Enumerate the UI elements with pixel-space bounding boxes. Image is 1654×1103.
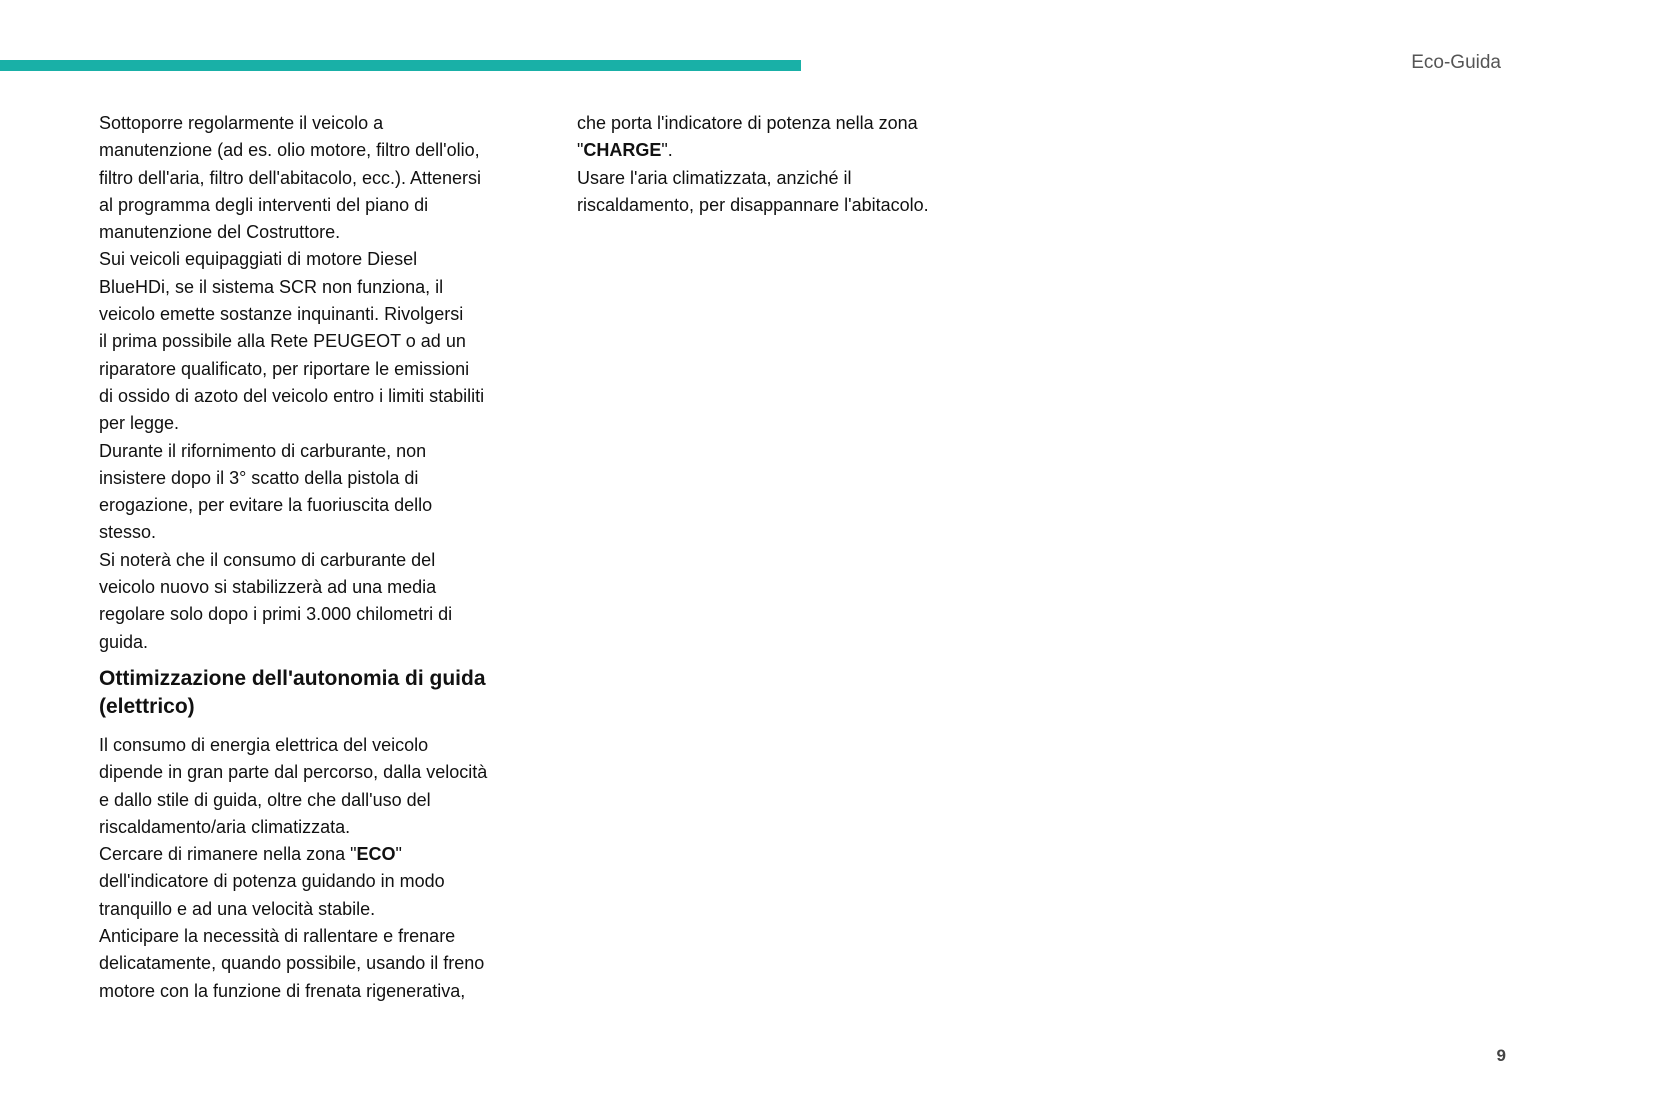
- paragraph-maintenance: Sottoporre regolarmente il veicolo a manutenzione (ad es. olio motore, filtro dell'olio, filtro dell'aria, filtro dell'abitacolo, ecc.). Attenersi al programma degli interventi del piano di manutenzione del Costruttore.: [99, 113, 482, 243]
- eco-text-after: " dell'indicatore di potenza guidando in modo tranquillo e ad una velocità stabile.: [99, 844, 445, 919]
- paragraph-regenerative-braking: Anticipare la necessità di rallentare e frenare delicatamente, quando possibile, usando il freno motore con la funzione di frenata rigenerativa,: [99, 926, 485, 1001]
- header-accent-bar: [0, 60, 801, 71]
- eco-text-before: Cercare di rimanere nella zona ": [99, 844, 357, 865]
- paragraph-charge-zone: [577, 110, 997, 165]
- paragraph-fuel-consumption: Si noterà che il consumo di carburante del veicolo nuovo si stabilizzerà ad una media regolare solo dopo i primi 3.000 chilometri di guida.: [99, 549, 453, 652]
- paragraph-energy-consumption: Il consumo di energia elettrica del veicolo dipende in gran parte dal percorso, dalla velocità e dallo stile di guida, oltre che dall'uso del riscaldamento/aria climatizzata.: [99, 734, 488, 837]
- left-column: [99, 110, 544, 1005]
- charge-text-before: che porta l'indicatore di potenza nella zona ": [577, 113, 918, 161]
- section-title: Eco-Guida: [1411, 52, 1501, 73]
- paragraph-eco-zone: [99, 841, 544, 923]
- right-column: [577, 110, 997, 219]
- page-number: 9: [1496, 1046, 1506, 1065]
- charge-text-after: ".: [661, 140, 673, 161]
- paragraph-refuelling: Durante il rifornimento di carburante, non insistere dopo il 3° scatto della pistola di erogazione, per evitare la fuoriuscita dello stesso.: [99, 440, 433, 543]
- paragraph-air-conditioning: Usare l'aria climatizzata, anziché il riscaldamento, per disappannare l'abitacolo.: [577, 167, 929, 215]
- paragraph-scr-system: Sui veicoli equipaggiati di motore Diesel BlueHDi, se il sistema SCR non funziona, il veicolo emette sostanze inquinanti. Rivolgersi il prima possibile alla Rete PEUGEOT o ad un riparatore qualificato, per riportare le emissioni di ossido di azoto del veicolo entro i limiti stabiliti per legge.: [99, 249, 485, 434]
- eco-label: ECO: [356, 844, 396, 865]
- charge-label: CHARGE: [583, 140, 662, 161]
- section-heading: Ottimizzazione dell'autonomia di guida (elettrico): [99, 666, 486, 718]
